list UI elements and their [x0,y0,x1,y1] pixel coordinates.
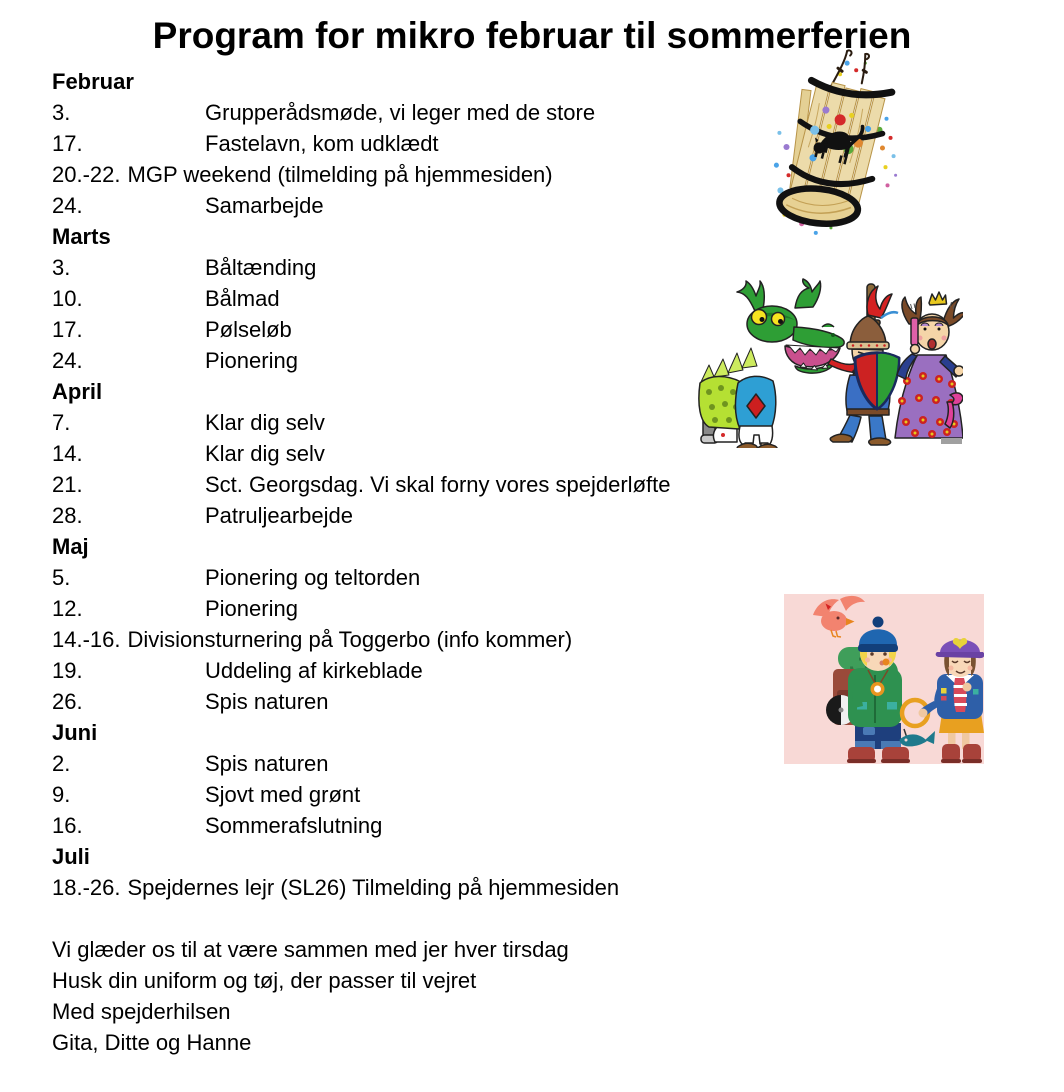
month-heading: Maj [52,534,89,559]
event-text: Sct. Georgsdag. Vi skal forny vores spejderløfte [205,472,671,497]
event-text: Båltænding [205,255,317,280]
footer-line: Husk din uniform og tøj, der passer til vejret [52,968,477,993]
month-heading: Juni [52,720,98,745]
month-heading: Juli [52,844,90,869]
footer-line: Gita, Ditte og Hanne [52,1030,252,1055]
scout-children-illustration [784,594,984,764]
fastelavn-barrel-illustration [771,48,901,246]
schedule [52,66,712,903]
event-text: Pionering og teltorden [205,565,421,590]
event-text: Uddeling af kirkeblade [205,658,423,683]
schedule-row [52,562,712,593]
footer-line: Med spejderhilsen [52,999,231,1024]
month-heading: April [52,379,103,404]
event-date: 7. [52,410,71,435]
event-text: MGP weekend (tilmelding på hjemmesiden) [127,162,553,187]
event-text: Klar dig selv [205,410,325,435]
event-text: Sommerafslutning [205,813,383,838]
event-date: 19. [52,658,83,683]
event-date: 16. [52,813,83,838]
schedule-row [52,624,712,655]
event-date: 20.-22. [52,162,121,187]
footer-line: Vi glæder os til at være sammen med jer hver tirsdag [52,937,569,962]
page-title: Program for mikro februar til sommerferien [152,15,912,56]
schedule-row [52,469,712,500]
schedule-row [52,686,712,717]
schedule-row [52,593,712,624]
princess-figure [895,292,963,438]
schedule-row [52,283,712,314]
event-date: 14. [52,441,83,466]
schedule-row [52,159,712,190]
schedule-row [52,438,712,469]
schedule-row [52,128,712,159]
event-date: 24. [52,193,83,218]
event-date: 24. [52,348,83,373]
schedule-row [52,345,712,376]
event-text: Sjovt med grønt [205,782,361,807]
event-text: Pionering [205,348,298,373]
whistle-icon [883,659,890,666]
month-heading: Marts [52,224,111,249]
event-text: Patruljearbejde [205,503,353,528]
carnival-costumes-svg [697,276,963,448]
event-date: 2. [52,751,71,776]
schedule-row [52,252,712,283]
fastelavn-barrel-svg [771,48,901,246]
schedule-row [52,97,712,128]
footer [52,934,569,1058]
schedule-row [52,314,712,345]
month-heading: Februar [52,69,134,94]
schedule-row [52,779,712,810]
event-date: 3. [52,255,71,280]
event-text: Spejdernes lejr (SL26) Tilmelding på hjemmesiden [127,875,620,900]
event-date: 28. [52,503,83,528]
schedule-row [52,655,712,686]
event-text: Divisionsturnering på Toggerbo (info kommer) [127,627,573,652]
event-date: 10. [52,286,83,311]
event-date: 3. [52,100,71,125]
schedule-row [52,190,712,221]
event-date: 14.-16. [52,627,121,652]
schedule-row [52,810,712,841]
event-text: Pionering [205,596,298,621]
event-date: 12. [52,596,83,621]
barrel-body [771,71,894,239]
schedule-row [52,500,712,531]
event-text: Klar dig selv [205,441,325,466]
watermark [941,438,962,444]
schedule-row [52,872,712,903]
event-date: 17. [52,317,83,342]
event-text: Pølseløb [205,317,292,342]
event-date: 9. [52,782,71,807]
event-text: Spis naturen [205,689,329,714]
event-text: Bålmad [205,286,280,311]
event-date: 26. [52,689,83,714]
event-text: Fastelavn, kom udklædt [205,131,439,156]
event-text: Grupperådsmøde, vi leger med de store [205,100,596,125]
event-date: 18.-26. [52,875,121,900]
event-date: 21. [52,472,83,497]
barrel-rope [831,50,869,86]
scout-children-svg [784,594,984,764]
event-text: Spis naturen [205,751,329,776]
event-date: 5. [52,565,71,590]
schedule-row [52,748,712,779]
event-text: Samarbejde [205,193,324,218]
event-date: 17. [52,131,83,156]
dragon-figure [699,279,869,448]
schedule-row [52,407,712,438]
carnival-costumes-illustration [697,276,963,448]
